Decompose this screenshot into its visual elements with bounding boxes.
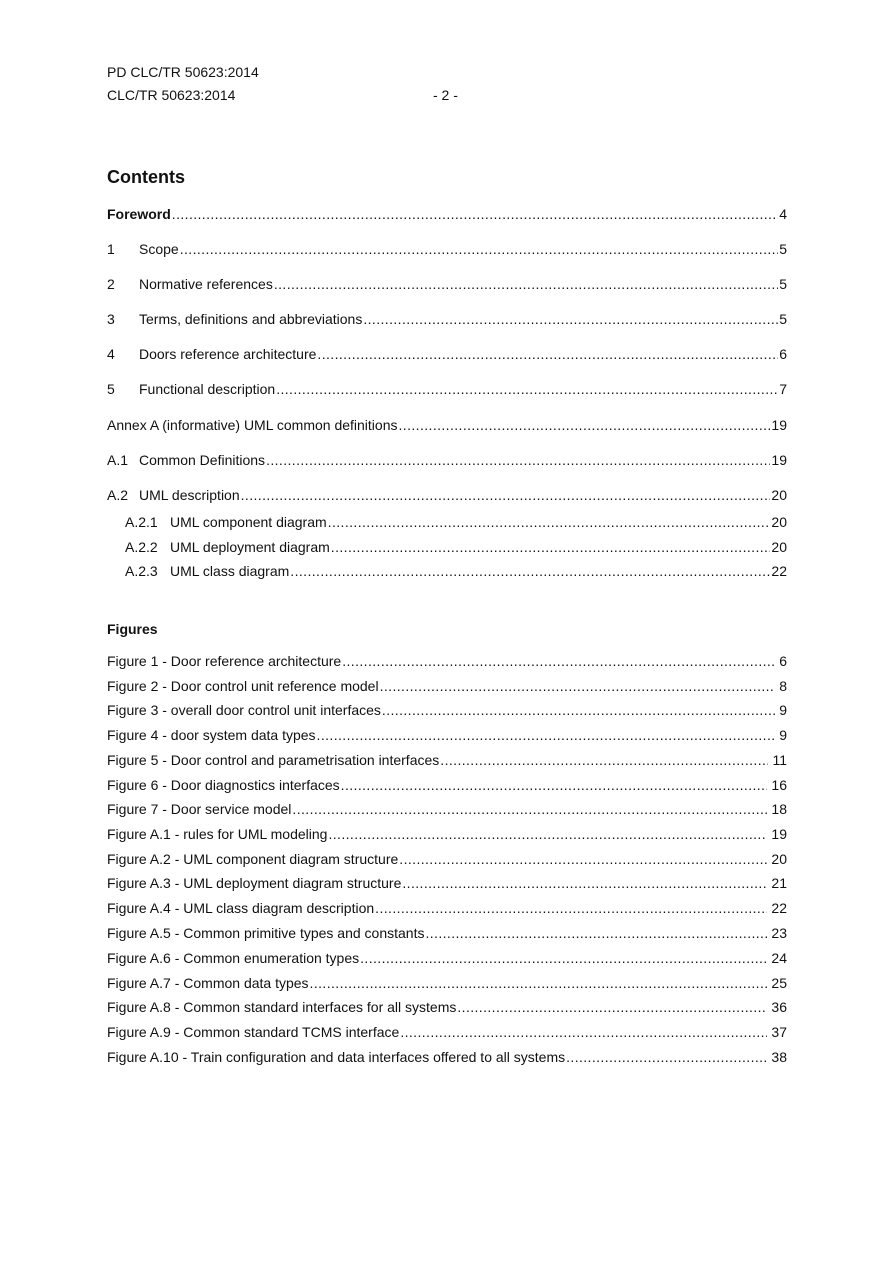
figure-entry[interactable] (107, 726, 787, 744)
figures-title: Figures (107, 621, 158, 637)
toc-number: A.2.1 (125, 514, 158, 530)
figure-entry[interactable] (107, 899, 787, 917)
figure-entry[interactable] (107, 1048, 787, 1066)
figure-title: Figure A.7 - Common data types (107, 975, 309, 991)
figure-title: Figure 4 - door system data types (107, 727, 316, 743)
toc-page: 5 (779, 276, 787, 292)
figure-leader-dots (328, 825, 767, 843)
figure-title: Figure A.1 - rules for UML modeling (107, 826, 328, 842)
toc-page: 20 (771, 539, 787, 555)
figure-leader-dots (457, 998, 767, 1016)
toc-title: Functional description (139, 381, 276, 397)
toc-entry-annex-a[interactable] (107, 416, 787, 434)
figure-page: 22 (771, 900, 787, 916)
figure-entry[interactable] (107, 924, 787, 942)
toc-page: 20 (771, 487, 787, 503)
toc-number: A.2.3 (125, 563, 158, 579)
toc-number: A.1 (107, 452, 129, 468)
toc-leader-dots (399, 416, 771, 434)
toc-number: A.2 (107, 487, 129, 503)
figure-title: Figure A.8 - Common standard interfaces for all systems (107, 999, 457, 1015)
figure-title: Figure 3 - overall door control unit interfaces (107, 702, 381, 718)
figure-title: Figure A.5 - Common primitive types and constants (107, 925, 425, 941)
toc-title: Scope (139, 241, 179, 257)
toc-entry-a23[interactable] (125, 562, 787, 580)
toc-leader-dots (317, 345, 778, 363)
figure-page: 20 (771, 851, 787, 867)
figure-title: Figure A.9 - Common standard TCMS interface (107, 1024, 400, 1040)
toc-page: 19 (771, 417, 787, 433)
figure-leader-dots (342, 652, 775, 670)
page-number: - 2 - (433, 87, 458, 103)
toc-entry-a2[interactable] (107, 486, 787, 504)
toc-entry-doors-reference-architecture[interactable] (107, 345, 787, 363)
figure-page: 9 (779, 727, 787, 743)
toc-leader-dots (276, 380, 778, 398)
figure-title: Figure A.3 - UML deployment diagram structure (107, 875, 402, 891)
toc-title: Normative references (139, 276, 273, 292)
toc-number: 3 (107, 311, 115, 327)
figure-leader-dots (360, 949, 767, 967)
figure-title: Figure 5 - Door control and parametrisation interfaces (107, 752, 440, 768)
toc-leader-dots (331, 538, 771, 556)
figure-entry[interactable] (107, 998, 787, 1016)
figure-page: 8 (779, 678, 787, 694)
toc-page: 5 (779, 311, 787, 327)
figure-leader-dots (425, 924, 767, 942)
toc-page: 19 (771, 452, 787, 468)
figure-title: Figure 1 - Door reference architecture (107, 653, 342, 669)
toc-page: 4 (779, 206, 787, 222)
figure-page: 9 (779, 702, 787, 718)
toc-entry-scope[interactable] (107, 240, 787, 258)
toc-leader-dots (363, 310, 778, 328)
toc-number: 2 (107, 276, 115, 292)
figure-page: 24 (771, 950, 787, 966)
toc-title: UML description (139, 487, 240, 503)
toc-page: 6 (779, 346, 787, 362)
figure-page: 37 (771, 1024, 787, 1040)
figure-title: Figure 6 - Door diagnostics interfaces (107, 777, 340, 793)
figure-title: Figure 7 - Door service model (107, 801, 292, 817)
figure-entry[interactable] (107, 701, 787, 719)
figure-entry[interactable] (107, 677, 787, 695)
toc-entry-functional-description[interactable] (107, 380, 787, 398)
toc-number: 4 (107, 346, 115, 362)
figure-page: 38 (771, 1049, 787, 1065)
figure-title: Figure 2 - Door control unit reference model (107, 678, 379, 694)
figure-entry[interactable] (107, 800, 787, 818)
figure-entry[interactable] (107, 825, 787, 843)
toc-page: 20 (771, 514, 787, 530)
toc-entry-terms[interactable] (107, 310, 787, 328)
toc-page: 5 (779, 241, 787, 257)
toc-leader-dots (180, 240, 779, 258)
toc-entry-a21[interactable] (125, 513, 787, 531)
toc-number: 5 (107, 381, 115, 397)
figure-page: 11 (772, 752, 787, 768)
figure-leader-dots (341, 776, 768, 794)
figure-entry[interactable] (107, 949, 787, 967)
toc-entry-foreword[interactable] (107, 205, 787, 223)
toc-title: Common Definitions (139, 452, 266, 468)
toc-entry-normative-references[interactable] (107, 275, 787, 293)
contents-title: Contents (107, 167, 185, 187)
figure-entry[interactable] (107, 1023, 787, 1041)
figure-title: Figure A.6 - Common enumeration types (107, 950, 360, 966)
figure-leader-dots (400, 1023, 767, 1041)
figure-page: 25 (771, 975, 787, 991)
toc-leader-dots (241, 486, 771, 504)
figure-page: 18 (771, 801, 787, 817)
figure-leader-dots (380, 677, 776, 695)
figure-entry[interactable] (107, 974, 787, 992)
toc-entry-a1[interactable] (107, 451, 787, 469)
header-doc-id-2: CLC/TR 50623:2014 (107, 87, 236, 103)
figure-page: 16 (771, 777, 787, 793)
figure-page: 23 (771, 925, 787, 941)
figure-page: 19 (771, 826, 787, 842)
figure-entry[interactable] (107, 850, 787, 868)
figure-entry[interactable] (107, 874, 787, 892)
figure-entry[interactable] (107, 751, 787, 769)
figure-leader-dots (375, 899, 767, 917)
toc-number: 1 (107, 241, 115, 257)
figure-leader-dots (566, 1048, 767, 1066)
figure-leader-dots (317, 726, 776, 744)
figure-leader-dots (292, 800, 767, 818)
figure-title: Figure A.10 - Train configuration and data interfaces offered to all systems (107, 1049, 566, 1065)
toc-leader-dots (290, 562, 770, 580)
figure-title: Figure A.4 - UML class diagram description (107, 900, 375, 916)
header-doc-id-1: PD CLC/TR 50623:2014 (107, 64, 259, 80)
toc-title: UML deployment diagram (170, 539, 330, 555)
toc-leader-dots (266, 451, 770, 469)
figure-entry[interactable] (107, 652, 787, 670)
toc-title: Foreword (107, 206, 171, 222)
toc-leader-dots (172, 205, 778, 223)
figure-leader-dots (382, 701, 775, 719)
toc-title: UML component diagram (170, 514, 327, 530)
figure-title: Figure A.2 - UML component diagram structure (107, 851, 399, 867)
figure-leader-dots (399, 850, 767, 868)
figure-page: 6 (779, 653, 787, 669)
figure-page: 21 (771, 875, 787, 891)
figure-page: 36 (771, 999, 787, 1015)
toc-title: UML class diagram (170, 563, 290, 579)
toc-page: 22 (771, 563, 787, 579)
toc-page: 7 (779, 381, 787, 397)
toc-entry-a22[interactable] (125, 538, 787, 556)
toc-leader-dots (274, 275, 778, 293)
figure-leader-dots (402, 874, 767, 892)
figure-leader-dots (440, 751, 768, 769)
toc-title: Terms, definitions and abbreviations (139, 311, 363, 327)
toc-title: Doors reference architecture (139, 346, 317, 362)
toc-title: Annex A (informative) UML common definitions (107, 417, 398, 433)
figure-leader-dots (310, 974, 768, 992)
toc-number: A.2.2 (125, 539, 158, 555)
toc-leader-dots (328, 513, 771, 531)
figure-entry[interactable] (107, 776, 787, 794)
